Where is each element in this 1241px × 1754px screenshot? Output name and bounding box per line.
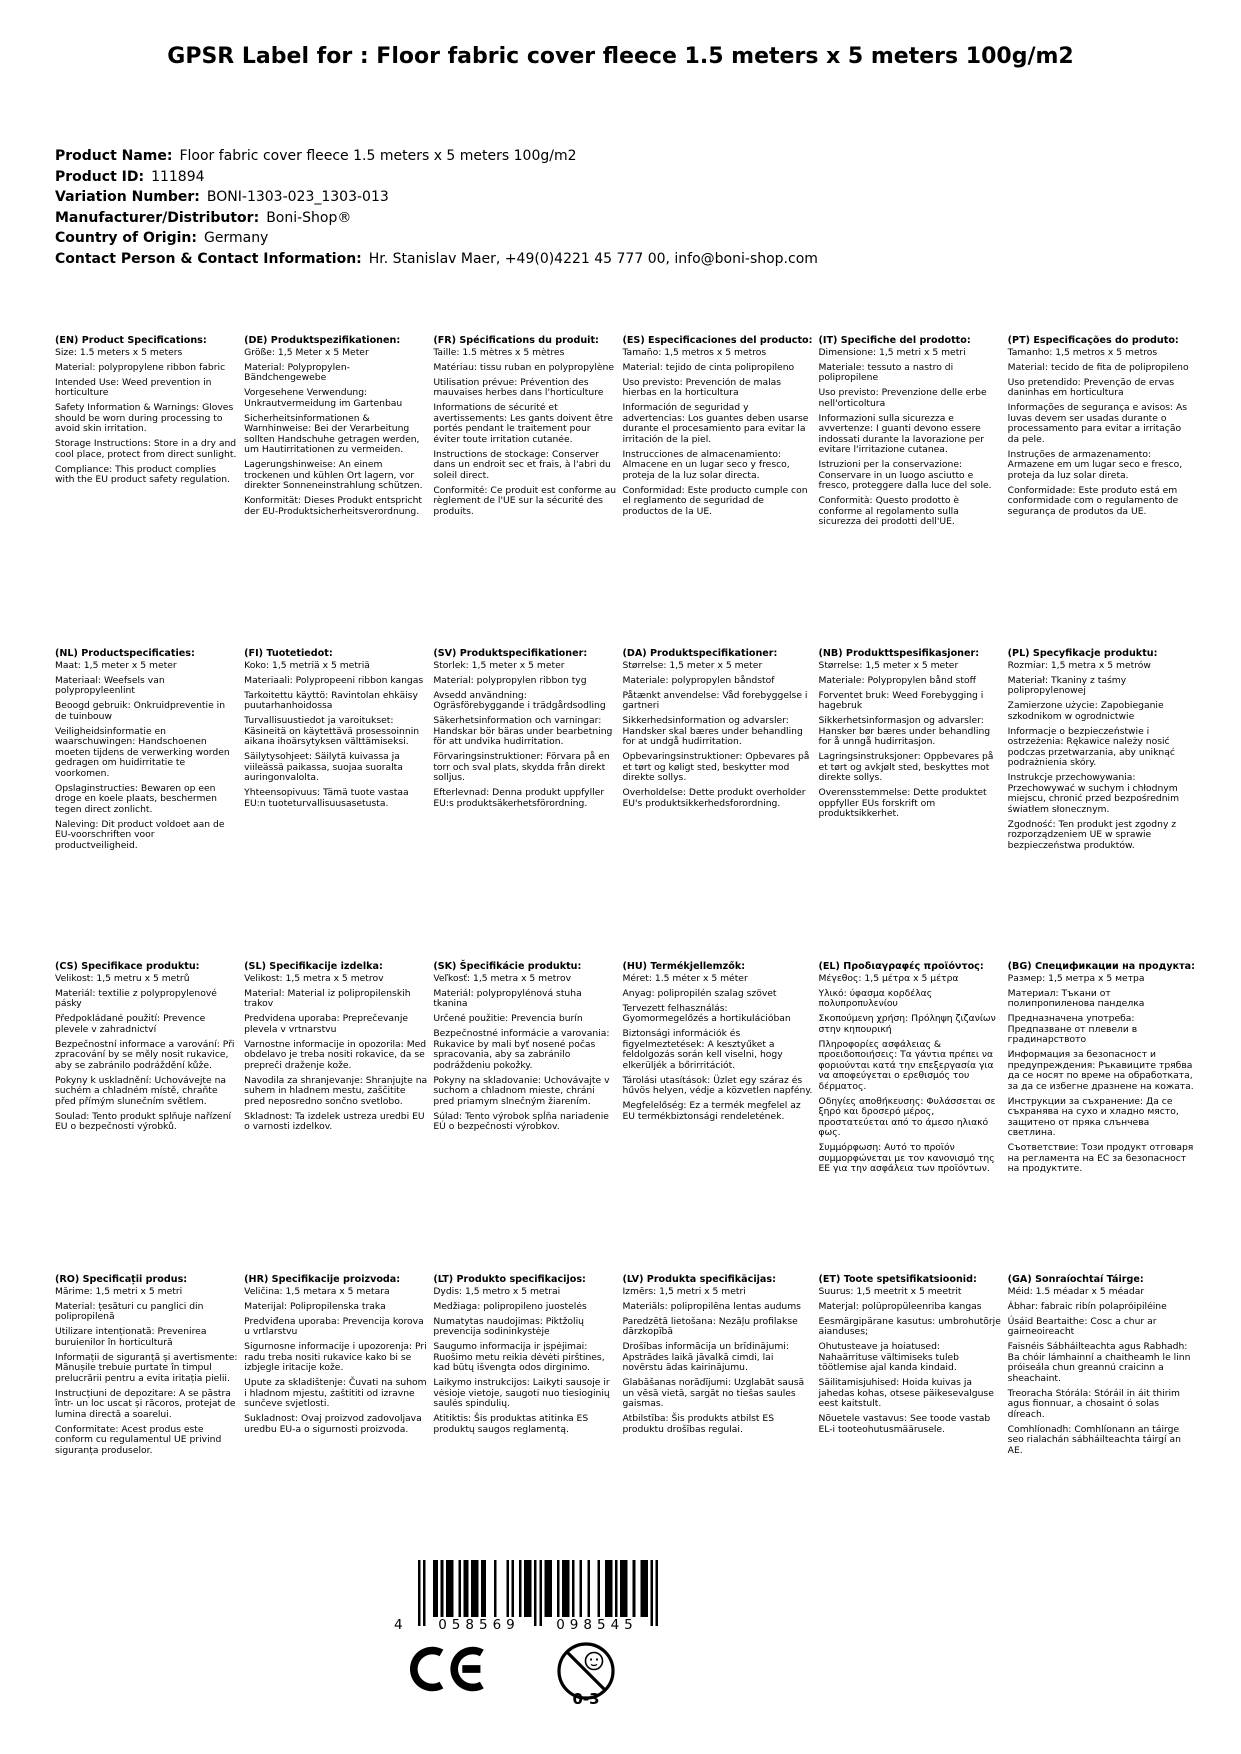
spec-paragraph: Intended Use: Weed prevention in horticulture bbox=[55, 376, 212, 398]
language-block-pl bbox=[1008, 649, 1195, 962]
spec-paragraph: Velikost: 1,5 metru x 5 metrů bbox=[55, 972, 190, 984]
spec-paragraph: Предназначена употреба: Предпазване от плевели в градинарството bbox=[1007, 1013, 1138, 1045]
spec-paragraph: Comhlíonadh: Comhlíonann an táirge seo rialachán sábháilteachta táirgí an AE. bbox=[1007, 1423, 1181, 1456]
spec-paragraph: Tarkoitettu käyttö: Ravintolan ehkäisy puutarhanhoidossa bbox=[244, 689, 418, 711]
language-block-header: (BG) Спецификации на продукта: bbox=[1007, 961, 1195, 972]
spec-paragraph: Opbevaringsinstruktioner: Opbevares på et tørt og køligt sted, beskytter mod direkte sollys. bbox=[622, 751, 810, 783]
info-label: Product ID: bbox=[55, 168, 145, 185]
spec-paragraph: Predviđena uporaba: Prevencija korova u vrtlarstvu bbox=[244, 1315, 424, 1337]
spec-paragraph: Sukladnost: Ovaj proizvod zadovoljava uredbu EU-a o sigurnosti proizvoda. bbox=[244, 1413, 422, 1435]
spec-paragraph: Suurus: 1,5 meetrit x 5 meetrit bbox=[818, 1285, 962, 1297]
spec-paragraph: Material: tejido de cinta polipropileno bbox=[622, 361, 795, 373]
language-block-de bbox=[244, 336, 427, 649]
product-info-row bbox=[55, 146, 1201, 167]
spec-paragraph: Material: Material iz polipropilenskih trakov bbox=[244, 987, 411, 1009]
language-block-fr bbox=[433, 336, 616, 649]
spec-paragraph: Compliance: This product complies with the EU product safety regulation. bbox=[55, 463, 230, 485]
spec-paragraph: Zgodność: Ten produkt jest zgodny z rozporządzeniem UE w sprawie bezpieczeństwa produktów. bbox=[1007, 818, 1177, 851]
language-block-header: (LV) Produkta specifikācijas: bbox=[622, 1274, 776, 1285]
ce-mark-icon bbox=[408, 1646, 486, 1692]
language-block-pt bbox=[1008, 336, 1195, 649]
spec-paragraph: Size: 1.5 meters x 5 meters bbox=[55, 346, 183, 358]
spec-paragraph: Säilitamisjuhised: Hoida kuivas ja jahedas kohas, otsese päikesevalguse eest kaitstult. bbox=[818, 1377, 994, 1409]
spec-paragraph: Material: Polypropylen-Bändchengewebe bbox=[244, 361, 350, 383]
spec-paragraph: Οδηγίες αποθήκευσης: Φυλάσσεται σε ξηρό και δροσερό μέρος, προστατεύεται από το άμεσο ηλιακό φως. bbox=[818, 1095, 996, 1138]
spec-paragraph: Ohutusteave ja hoiatused: Nahaärrituse vältimiseks tuleb töötlemise ajal kanda kindaid. bbox=[818, 1341, 960, 1373]
language-block-bg bbox=[1008, 962, 1195, 1275]
spec-paragraph: Matériau: tissu ruban en polypropylène bbox=[433, 361, 615, 373]
info-label: Product Name: bbox=[55, 148, 173, 164]
spec-paragraph: Informações de segurança e avisos: As luvas devem ser usadas durante o processamento para evitar a irritação da pele. bbox=[1007, 402, 1188, 445]
info-label: Variation Number: bbox=[55, 189, 200, 205]
spec-paragraph: Yhteensopivuus: Tämä tuote vastaa EU:n tuoteturvallisuusasetusta. bbox=[244, 787, 409, 809]
spec-paragraph: Overensstemmelse: Dette produktet oppfyller EUs forskrift om produktsikkerhet. bbox=[818, 787, 987, 819]
spec-paragraph: Glabāšanas norādījumi: Uzglabāt sausā un vēsā vietā, sargāt no tiešas saules gaismas. bbox=[622, 1377, 805, 1409]
ce-letter-c bbox=[414, 1651, 442, 1688]
spec-paragraph: Pokyny na skladovanie: Uchovávajte v suchom a chladnom mieste, chráni pred priamym slnečným žiarením. bbox=[433, 1074, 610, 1107]
page-title: GPSR Label for : Floor fabric cover fleece 1.5 meters x 5 meters 100g/m2 bbox=[167, 44, 1074, 69]
language-block-fi bbox=[244, 649, 427, 962]
spec-paragraph: Treoracha Stórála: Stóráil in áit thirim agus fionnuar, a chosaint ó solas díreach. bbox=[1007, 1387, 1181, 1420]
age-range-label: 0-3 bbox=[572, 1690, 600, 1708]
language-block-et bbox=[818, 1275, 1001, 1588]
info-value: Hr. Stanislav Maer, +49(0)4221 45 777 00, info@boni-shop.com bbox=[368, 250, 818, 267]
spec-paragraph: Materiaali: Polypropeeni ribbon kangas bbox=[244, 674, 424, 686]
spec-paragraph: Atbilstība: Šis produkts atbilst ES produktu drošības regulai. bbox=[622, 1413, 775, 1435]
language-block-header: (SL) Specifikacije izdelka: bbox=[244, 961, 383, 972]
language-block-header: (ET) Toote spetsifikatsioonid: bbox=[818, 1274, 977, 1285]
spec-paragraph: Säkerhetsinformation och varningar: Handskar bör bäras under bearbetning för att undvika hudirritation. bbox=[433, 715, 613, 747]
spec-paragraph: Faisnéis Sábháilteachta agus Rabhadh: Ba chóir lámhainní a chaitheamh le linn próiseála chun greannú craicinn a sheachaint. bbox=[1007, 1341, 1191, 1384]
spec-paragraph: Rozmiar: 1,5 metra x 5 metrów bbox=[1007, 659, 1151, 671]
spec-paragraph: Laikymo instrukcijos: Laikyti sausoje ir vėsioje vietoje, saugoti nuo tiesioginių saulės spindulių. bbox=[433, 1377, 610, 1409]
spec-paragraph: Biztonsági információk és figyelmeztetések: A kesztyűket a feldolgozás során kell viselni, hogy elkerüljék a bőrirritációt. bbox=[622, 1028, 783, 1071]
spec-paragraph: Súlad: Tento výrobok spĺňa nariadenie EÚ o bezpečnosti výrobkov. bbox=[433, 1110, 609, 1132]
info-value: Boni-Shop® bbox=[266, 209, 352, 226]
product-info-row bbox=[55, 187, 1201, 208]
language-block-header: (PL) Specyfikacje produktu: bbox=[1007, 648, 1158, 659]
spec-paragraph: Zamierzone użycie: Zapobieganie szkodnikom w ogrodnictwie bbox=[1007, 700, 1164, 722]
language-block-header: (NL) Productspecificaties: bbox=[55, 648, 195, 659]
language-block-header: (PT) Especificações do produto: bbox=[1007, 335, 1179, 346]
info-label: Contact Person & Contact Information: bbox=[55, 250, 362, 267]
language-block-header: (IT) Specifiche del prodotto: bbox=[818, 335, 971, 346]
spec-paragraph: Instrucciones de almacenamiento: Almacene en un lugar seco y fresco, proteja de la luz solar directa. bbox=[622, 448, 790, 481]
age-warning-0-3-icon bbox=[554, 1640, 618, 1714]
spec-paragraph: Størrelse: 1,5 meter x 5 meter bbox=[622, 659, 763, 671]
baby-eye-left bbox=[590, 1658, 592, 1660]
spec-paragraph: Material: țesături cu panglici din polipropilenă bbox=[55, 1300, 204, 1322]
spec-paragraph: Overholdelse: Dette produkt overholder EU's produktsikkerhedsforordning. bbox=[622, 787, 806, 809]
spec-paragraph: Συμμόρφωση: Αυτό το προϊόν συμμορφώνεται με τον κανονισμό της ΕΕ για την ασφάλεια των προϊόντων. bbox=[818, 1142, 995, 1174]
language-block-header: (SK) Špecifikácie produktu: bbox=[433, 961, 582, 972]
spec-paragraph: Utilisation prévue: Prévention des mauvaises herbes dans l'horticulture bbox=[433, 376, 604, 398]
spec-paragraph: Drošības informācija un brīdinājumi: Apstrādes laikā jāvalkā cimdi, lai novērstu ādas kairinājumu. bbox=[622, 1341, 789, 1373]
spec-paragraph: Påtænkt anvendelse: Våd forebyggelse i gartneri bbox=[622, 689, 808, 711]
language-block-es bbox=[622, 336, 812, 649]
spec-paragraph: Dimensione: 1,5 metri x 5 metri bbox=[818, 346, 966, 358]
spec-paragraph: Размер: 1,5 метра x 5 метра bbox=[1007, 972, 1145, 984]
spec-paragraph: Numatytas naudojimas: Piktžolių prevencija sodininkystėje bbox=[433, 1315, 584, 1337]
spec-paragraph: Varnostne informacije in opozorila: Med obdelavo je treba nositi rokavice, da se prepreči draženje kože. bbox=[244, 1038, 427, 1071]
spec-paragraph: Avsedd användning: Ogräsförebyggande i trädgårdsodling bbox=[433, 689, 606, 711]
spec-paragraph: Turvallisuustiedot ja varoitukset: Käsineitä on käytettävä prosessoinnin aikana ihoärsytyksen välttämiseksi. bbox=[244, 715, 420, 747]
language-specs-grid bbox=[55, 336, 1195, 1588]
spec-paragraph: Predvidena uporaba: Preprečevanje plevela v vrtnarstvu bbox=[244, 1013, 409, 1035]
language-block-lt bbox=[433, 1275, 616, 1588]
spec-paragraph: Materiale: Polypropylen bånd stoff bbox=[818, 674, 976, 686]
language-block-header: (NB) Produkttspesifikasjoner: bbox=[818, 648, 980, 659]
spec-paragraph: Instructions de stockage: Conserver dans un endroit sec et frais, à l'abri du soleil direct. bbox=[433, 448, 611, 481]
language-block-header: (FR) Spécifications du produit: bbox=[433, 335, 599, 346]
language-block-da bbox=[622, 649, 812, 962]
spec-paragraph: Größe: 1,5 Meter x 5 Meter bbox=[244, 346, 369, 358]
spec-paragraph: Efterlevnad: Denna produkt uppfyller EU:s produktsäkerhetsförordning. bbox=[433, 787, 605, 809]
spec-paragraph: Conformidade: Este produto está em conformidade com o regulamento de segurança de produtos da UE. bbox=[1007, 484, 1179, 517]
product-info-row bbox=[55, 167, 1201, 188]
spec-paragraph: Určené použitie: Prevencia burín bbox=[433, 1013, 583, 1024]
language-block-nb bbox=[818, 649, 1001, 962]
product-info-row bbox=[55, 249, 1201, 270]
spec-paragraph: Tervezett felhasználás: Gyomormegelőzés a hortikulációban bbox=[622, 1002, 791, 1024]
info-value: BONI-1303-023_1303-013 bbox=[206, 189, 389, 205]
spec-paragraph: Información de seguridad y advertencias: Los guantes deben usarse durante el procesamiento para evitar la irritación de la piel. bbox=[622, 402, 809, 445]
spec-paragraph: Materjal: polüpropüleenriba kangas bbox=[818, 1300, 982, 1312]
language-block-header: (LT) Produkto specifikacijos: bbox=[433, 1274, 586, 1285]
spec-paragraph: Uso pretendido: Prevenção de ervas daninhas em horticultura bbox=[1007, 376, 1175, 398]
spec-paragraph: Koko: 1,5 metriä x 5 metriä bbox=[244, 659, 370, 671]
language-block-cs bbox=[55, 962, 238, 1275]
spec-paragraph: Materiale: polypropylen båndstof bbox=[622, 674, 775, 686]
spec-paragraph: Úsáid Beartaithe: Cosc a chur ar gairneoireacht bbox=[1007, 1315, 1157, 1337]
spec-paragraph: Informazioni sulla sicurezza e avvertenze: I guanti devono essere indossati durante la lavorazione per evitare l'irritazione cutanea. bbox=[818, 412, 985, 455]
language-block-header: (DA) Produktspecifikationer: bbox=[622, 648, 778, 659]
baby-eye-right bbox=[596, 1658, 598, 1660]
spec-paragraph: Conformidad: Este producto cumple con el reglamento de seguridad de productos de la UE. bbox=[622, 484, 808, 517]
spec-paragraph: Pokyny k uskladnění: Uchovávejte na suchém a chladném místě, chraňte před přímým slunečním světlem. bbox=[55, 1074, 227, 1107]
spec-paragraph: Instrucțiuni de depozitare: A se păstra într- un loc uscat și răcoros, protejat de lumina directă a soarelui. bbox=[55, 1387, 236, 1420]
spec-paragraph: Materiál: textilie z polypropylenové pásky bbox=[55, 987, 217, 1009]
spec-paragraph: Tamanho: 1,5 metros x 5 metros bbox=[1007, 346, 1158, 358]
spec-paragraph: Tamaño: 1,5 metros x 5 metros bbox=[622, 346, 767, 358]
spec-paragraph: Sikkerhetsinformasjon og advarsler: Hansker bør bæres under behandling for å unngå hudirritasjon. bbox=[818, 715, 991, 747]
spec-paragraph: Lagringsinstruksjoner: Oppbevares på et tørt og avkjølt sted, beskyttes mot direkte sollys. bbox=[818, 751, 994, 783]
spec-paragraph: Материал: Тъкани от полипропиленова панделка bbox=[1007, 987, 1145, 1009]
spec-paragraph: Istruzioni per la conservazione: Conservare in un luogo asciutto e fresco, proteggere dalla luce del sole. bbox=[818, 459, 992, 491]
spec-paragraph: Informații de siguranță și avertismente: Mănușile trebuie purtate în timpul prelucrării pentru a evita iritația pielii. bbox=[55, 1351, 238, 1384]
spec-paragraph: Veľkosť: 1,5 metra x 5 metrov bbox=[433, 972, 572, 984]
spec-paragraph: Instrukcje przechowywania: Przechowywać w suchym i chłodnym miejscu, chronić przed bezpośrednim światłem słonecznym. bbox=[1007, 772, 1180, 815]
spec-paragraph: Πληροφορίες ασφάλειας & προειδοποιήσεις: Τα γάντια πρέπει να φοριούνται κατά την επεξεργασία για να αποφεύγεται ο ερεθισμός του δέρματος. bbox=[818, 1038, 994, 1092]
spec-paragraph: Medžiaga: polipropileno juostelės bbox=[433, 1300, 587, 1312]
spec-paragraph: Uso previsto: Prevención de malas hierbas en la horticultura bbox=[622, 376, 782, 398]
spec-paragraph: Beoogd gebruik: Onkruidpreventie in de tuinbouw bbox=[55, 700, 226, 722]
language-block-header: (CS) Specifikace produktu: bbox=[55, 961, 200, 972]
language-block-header: (FI) Tuotetiedot: bbox=[244, 648, 333, 659]
spec-paragraph: Storlek: 1,5 meter x 5 meter bbox=[433, 659, 565, 671]
language-block-en bbox=[55, 336, 238, 649]
spec-paragraph: Forventet bruk: Weed Forebygging i hagebruk bbox=[818, 689, 984, 711]
spec-paragraph: Informations de sécurité et avertissements: Les gants doivent être portés pendant le traitement pour éviter toute irritation cutanée. bbox=[433, 402, 613, 445]
language-block-lv bbox=[622, 1275, 812, 1588]
language-block-header: (HU) Termékjellemzők: bbox=[622, 961, 746, 972]
spec-paragraph: Safety Information & Warnings: Gloves should be worn during processing to avoid skin irritation. bbox=[55, 402, 234, 434]
language-block-header: (GA) Sonraíochtaí Táirge: bbox=[1007, 1274, 1144, 1285]
barcode-first-digit: 4 bbox=[394, 1617, 403, 1633]
spec-paragraph: Bezpečnostní informace a varování: Při zpracování by se měly nosit rukavice, aby se zabránilo podráždění kůže. bbox=[55, 1038, 235, 1071]
spec-paragraph: Saugumo informacija ir įspėjimai: Ruošimo metu reikia dėvėti pirštines, kad būtų išvengta odos dirginimo. bbox=[433, 1341, 605, 1373]
spec-paragraph: Upute za skladištenje: Čuvati na suhom i hladnom mjestu, zaštititi od izravne sunčeve svjetlosti. bbox=[244, 1377, 427, 1409]
spec-paragraph: Méret: 1.5 méter x 5 méter bbox=[622, 972, 748, 984]
language-block-ga bbox=[1008, 1275, 1195, 1588]
language-block-header: (HR) Specifikacije proizvoda: bbox=[244, 1274, 401, 1285]
language-block-sv bbox=[433, 649, 616, 962]
language-block-header: (EL) Προδιαγραφές προϊόντος: bbox=[818, 961, 984, 972]
language-block-el bbox=[818, 962, 1001, 1275]
spec-paragraph: Paredzētā lietošana: Nezāļu profilakse dārzkopībā bbox=[622, 1315, 798, 1337]
language-block-header: (SV) Produktspecifikationer: bbox=[433, 648, 588, 659]
language-block-it bbox=[818, 336, 1001, 649]
spec-paragraph: Säilytysohjeet: Säilytä kuivassa ja viileässä paikassa, suojaa suoralta auringonvalolta. bbox=[244, 751, 403, 783]
info-label: Country of Origin: bbox=[55, 230, 197, 246]
language-block-sl bbox=[244, 962, 427, 1275]
spec-paragraph: Storage Instructions: Store in a dry and cool place, protect from direct sunlight. bbox=[55, 438, 237, 460]
spec-paragraph: Nõuetele vastavus: See toode vastab EL-i tooteohutusmäärusele. bbox=[818, 1413, 991, 1435]
spec-paragraph: Σκοπούμενη χρήση: Πρόληψη ζιζανίων στην κηπουρική bbox=[818, 1013, 996, 1035]
language-block-hu bbox=[622, 962, 812, 1275]
spec-paragraph: Lagerungshinweise: An einem trockenen und kühlen Ort lagern, vor direkter Sonneneinstrahlung schützen. bbox=[244, 459, 423, 491]
baby-mouth bbox=[591, 1665, 597, 1666]
spec-paragraph: Sicherheitsinformationen & Warnhinweise: Bei der Verarbeitung sollten Handschuhe getragen werden, um Hautirritationen zu vermeiden. bbox=[244, 412, 420, 455]
language-block-nl bbox=[55, 649, 238, 962]
spec-paragraph: Opslaginstructies: Bewaren op een droge en koele plaats, beschermen tegen direct zonlicht. bbox=[55, 782, 217, 815]
language-block-header: (EN) Product Specifications: bbox=[55, 335, 207, 346]
spec-paragraph: Materiaal: Weefsels van polypropyleenlint bbox=[55, 674, 165, 696]
spec-paragraph: Konformität: Dieses Produkt entspricht der EU-Produktsicherheitsverordnung. bbox=[244, 495, 422, 517]
spec-paragraph: Dydis: 1,5 metro x 5 metrai bbox=[433, 1285, 561, 1297]
product-info bbox=[55, 146, 1201, 269]
spec-paragraph: Eesmärgipärane kasutus: umbrohutõrje aianduses; bbox=[818, 1315, 1001, 1337]
spec-paragraph: Størrelse: 1,5 meter x 5 meter bbox=[818, 659, 959, 671]
spec-paragraph: Material: polypropylen ribbon tyg bbox=[433, 674, 587, 686]
language-block-ro bbox=[55, 1275, 238, 1588]
spec-paragraph: Mărime: 1,5 metri x 5 metri bbox=[55, 1285, 183, 1297]
spec-paragraph: Förvaringsinstruktioner: Förvara på en torr och sval plats, skydda från direkt solljus. bbox=[433, 751, 610, 783]
spec-paragraph: Předpokládané použití: Prevence plevele v zahradnictví bbox=[55, 1013, 206, 1035]
spec-paragraph: Materiál: polypropylénová stuha tkanina bbox=[433, 987, 582, 1009]
product-info-row bbox=[55, 208, 1201, 229]
info-value: Germany bbox=[204, 230, 269, 246]
spec-paragraph: Инструкции за съхранение: Да се съхранява на сухо и хладно място, защитено от пряка слънчева светлина. bbox=[1007, 1095, 1179, 1138]
spec-paragraph: Utilizare intenționată: Prevenirea buruienilor în horticultură bbox=[55, 1326, 207, 1348]
spec-paragraph: Informacje o bezpieczeństwie i ostrzeżenia: Rękawice należy nosić podczas przetwarzania, aby uniknąć podrażnienia skóry. bbox=[1007, 725, 1175, 768]
product-info-row bbox=[55, 228, 1201, 249]
spec-paragraph: Maat: 1,5 meter x 5 meter bbox=[55, 659, 177, 671]
spec-paragraph: Skladnost: Ta izdelek ustreza uredbi EU o varnosti izdelkov. bbox=[244, 1110, 425, 1132]
spec-paragraph: Megfelelőség: Ez a termék megfelel az EU termékbiztonsági rendeletének. bbox=[622, 1100, 801, 1122]
spec-paragraph: Navodila za shranjevanje: Shranjujte na suhem in hladnem mestu, zaščitite pred neposredno sončno svetlobo. bbox=[244, 1074, 428, 1107]
spec-paragraph: Sikkerhedsinformation og advarsler: Handsker skal bæres under behandling for at undgå hudirritation. bbox=[622, 715, 803, 747]
info-value: 111894 bbox=[151, 168, 205, 185]
spec-paragraph: Tárolási utasítások: Üzlet egy száraz és hűvös helyen, védje a közvetlen napfény. bbox=[622, 1074, 813, 1096]
spec-paragraph: Μέγεθος: 1,5 μέτρα x 5 μέτρα bbox=[818, 972, 959, 984]
info-label: Manufacturer/Distributor: bbox=[55, 209, 260, 226]
spec-paragraph: Информация за безопасност и предупреждения: Ръкавиците трябва да се носят по време на обработката, за да се избегне дразнене на кожата. bbox=[1007, 1049, 1194, 1092]
spec-paragraph: Materijal: Polipropilenska traka bbox=[244, 1300, 386, 1312]
spec-paragraph: Material: tecido de fita de polipropileno bbox=[1007, 361, 1189, 373]
barcode-area bbox=[388, 1560, 698, 1750]
language-block-header: (RO) Specificații produs: bbox=[55, 1274, 188, 1285]
spec-paragraph: Υλικό: ύφασμα κορδέλας πολυπροπυλενίου bbox=[818, 987, 933, 1009]
spec-paragraph: Veiligheidsinformatie en waarschuwingen: Handschoenen moeten tijdens de verwerking worden gedragen om huidirritatie te voorkomen. bbox=[55, 725, 230, 779]
barcode-digits-left: 058569 bbox=[438, 1617, 520, 1633]
language-block-header: (ES) Especificaciones del producto: bbox=[622, 335, 813, 346]
baby-face bbox=[586, 1653, 603, 1670]
spec-paragraph: Bezpečnostné informácie a varovania: Rukavice by mali byť nosené počas spracovania, aby sa zabránilo podráždeniu pokožky. bbox=[433, 1028, 610, 1071]
spec-paragraph: Atitiktis: Šis produktas atitinka ES produktų saugos reglamentą. bbox=[433, 1413, 589, 1435]
spec-paragraph: Conformité: Ce produit est conforme au règlement de l'UE sur la sécurité des produits. bbox=[433, 484, 617, 517]
spec-paragraph: Съответствие: Този продукт отговаря на регламента на ЕС за безопасност на продуктите. bbox=[1007, 1142, 1194, 1174]
spec-paragraph: Velikost: 1,5 metra x 5 metrov bbox=[244, 972, 384, 984]
spec-paragraph: Instruções de armazenamento: Armazene em um lugar seco e fresco, proteja da luz solar direta. bbox=[1007, 448, 1183, 481]
spec-paragraph: Anyag: polipropilén szalag szövet bbox=[622, 987, 777, 999]
spec-paragraph: Veličina: 1,5 metara x 5 metara bbox=[244, 1285, 390, 1297]
spec-paragraph: Conformitate: Acest produs este conform cu regulamentul UE privind siguranța produselor. bbox=[55, 1423, 222, 1456]
info-value: Floor fabric cover fleece 1.5 meters x 5 meters 100g/m2 bbox=[179, 148, 577, 164]
spec-paragraph: Materiał: Tkaniny z taśmy polipropylenowej bbox=[1007, 674, 1127, 696]
spec-paragraph: Materiāls: polipropilēna lentas audums bbox=[622, 1300, 801, 1312]
spec-paragraph: Material: polypropylene ribbon fabric bbox=[55, 361, 226, 373]
spec-paragraph: Materiale: tessuto a nastro di polipropilene bbox=[818, 361, 954, 383]
spec-paragraph: Conformità: Questo prodotto è conforme al regolamento sulla sicurezza dei prodotti dell'UE. bbox=[818, 495, 960, 527]
language-block-sk bbox=[433, 962, 616, 1275]
spec-paragraph: Soulad: Tento produkt splňuje nařízení EU o bezpečnosti výrobků. bbox=[55, 1110, 232, 1132]
spec-paragraph: Méid: 1.5 méadar x 5 méadar bbox=[1007, 1285, 1145, 1297]
spec-paragraph: Izmērs: 1,5 metri x 5 metri bbox=[622, 1285, 746, 1297]
spec-paragraph: Sigurnosne informacije i upozorenja: Pri radu treba nositi rukavice kako bi se izbjegle iritacije kože. bbox=[244, 1341, 427, 1373]
barcode-digits-right: 098545 bbox=[556, 1617, 638, 1633]
language-block-header: (DE) Produktspezifikationen: bbox=[244, 335, 401, 346]
language-block-hr bbox=[244, 1275, 427, 1588]
spec-paragraph: Uso previsto: Prevenzione delle erbe nell'orticoltura bbox=[818, 387, 987, 409]
spec-paragraph: Vorgesehene Verwendung: Unkrautvermeidung im Gartenbau bbox=[244, 387, 403, 409]
spec-paragraph: Taille: 1.5 mètres x 5 mètres bbox=[433, 346, 565, 358]
spec-paragraph: Ábhar: fabraic ribín polapróipiléine bbox=[1007, 1300, 1167, 1312]
spec-paragraph: Naleving: Dit product voldoet aan de EU-voorschriften voor productveiligheid. bbox=[55, 818, 225, 851]
